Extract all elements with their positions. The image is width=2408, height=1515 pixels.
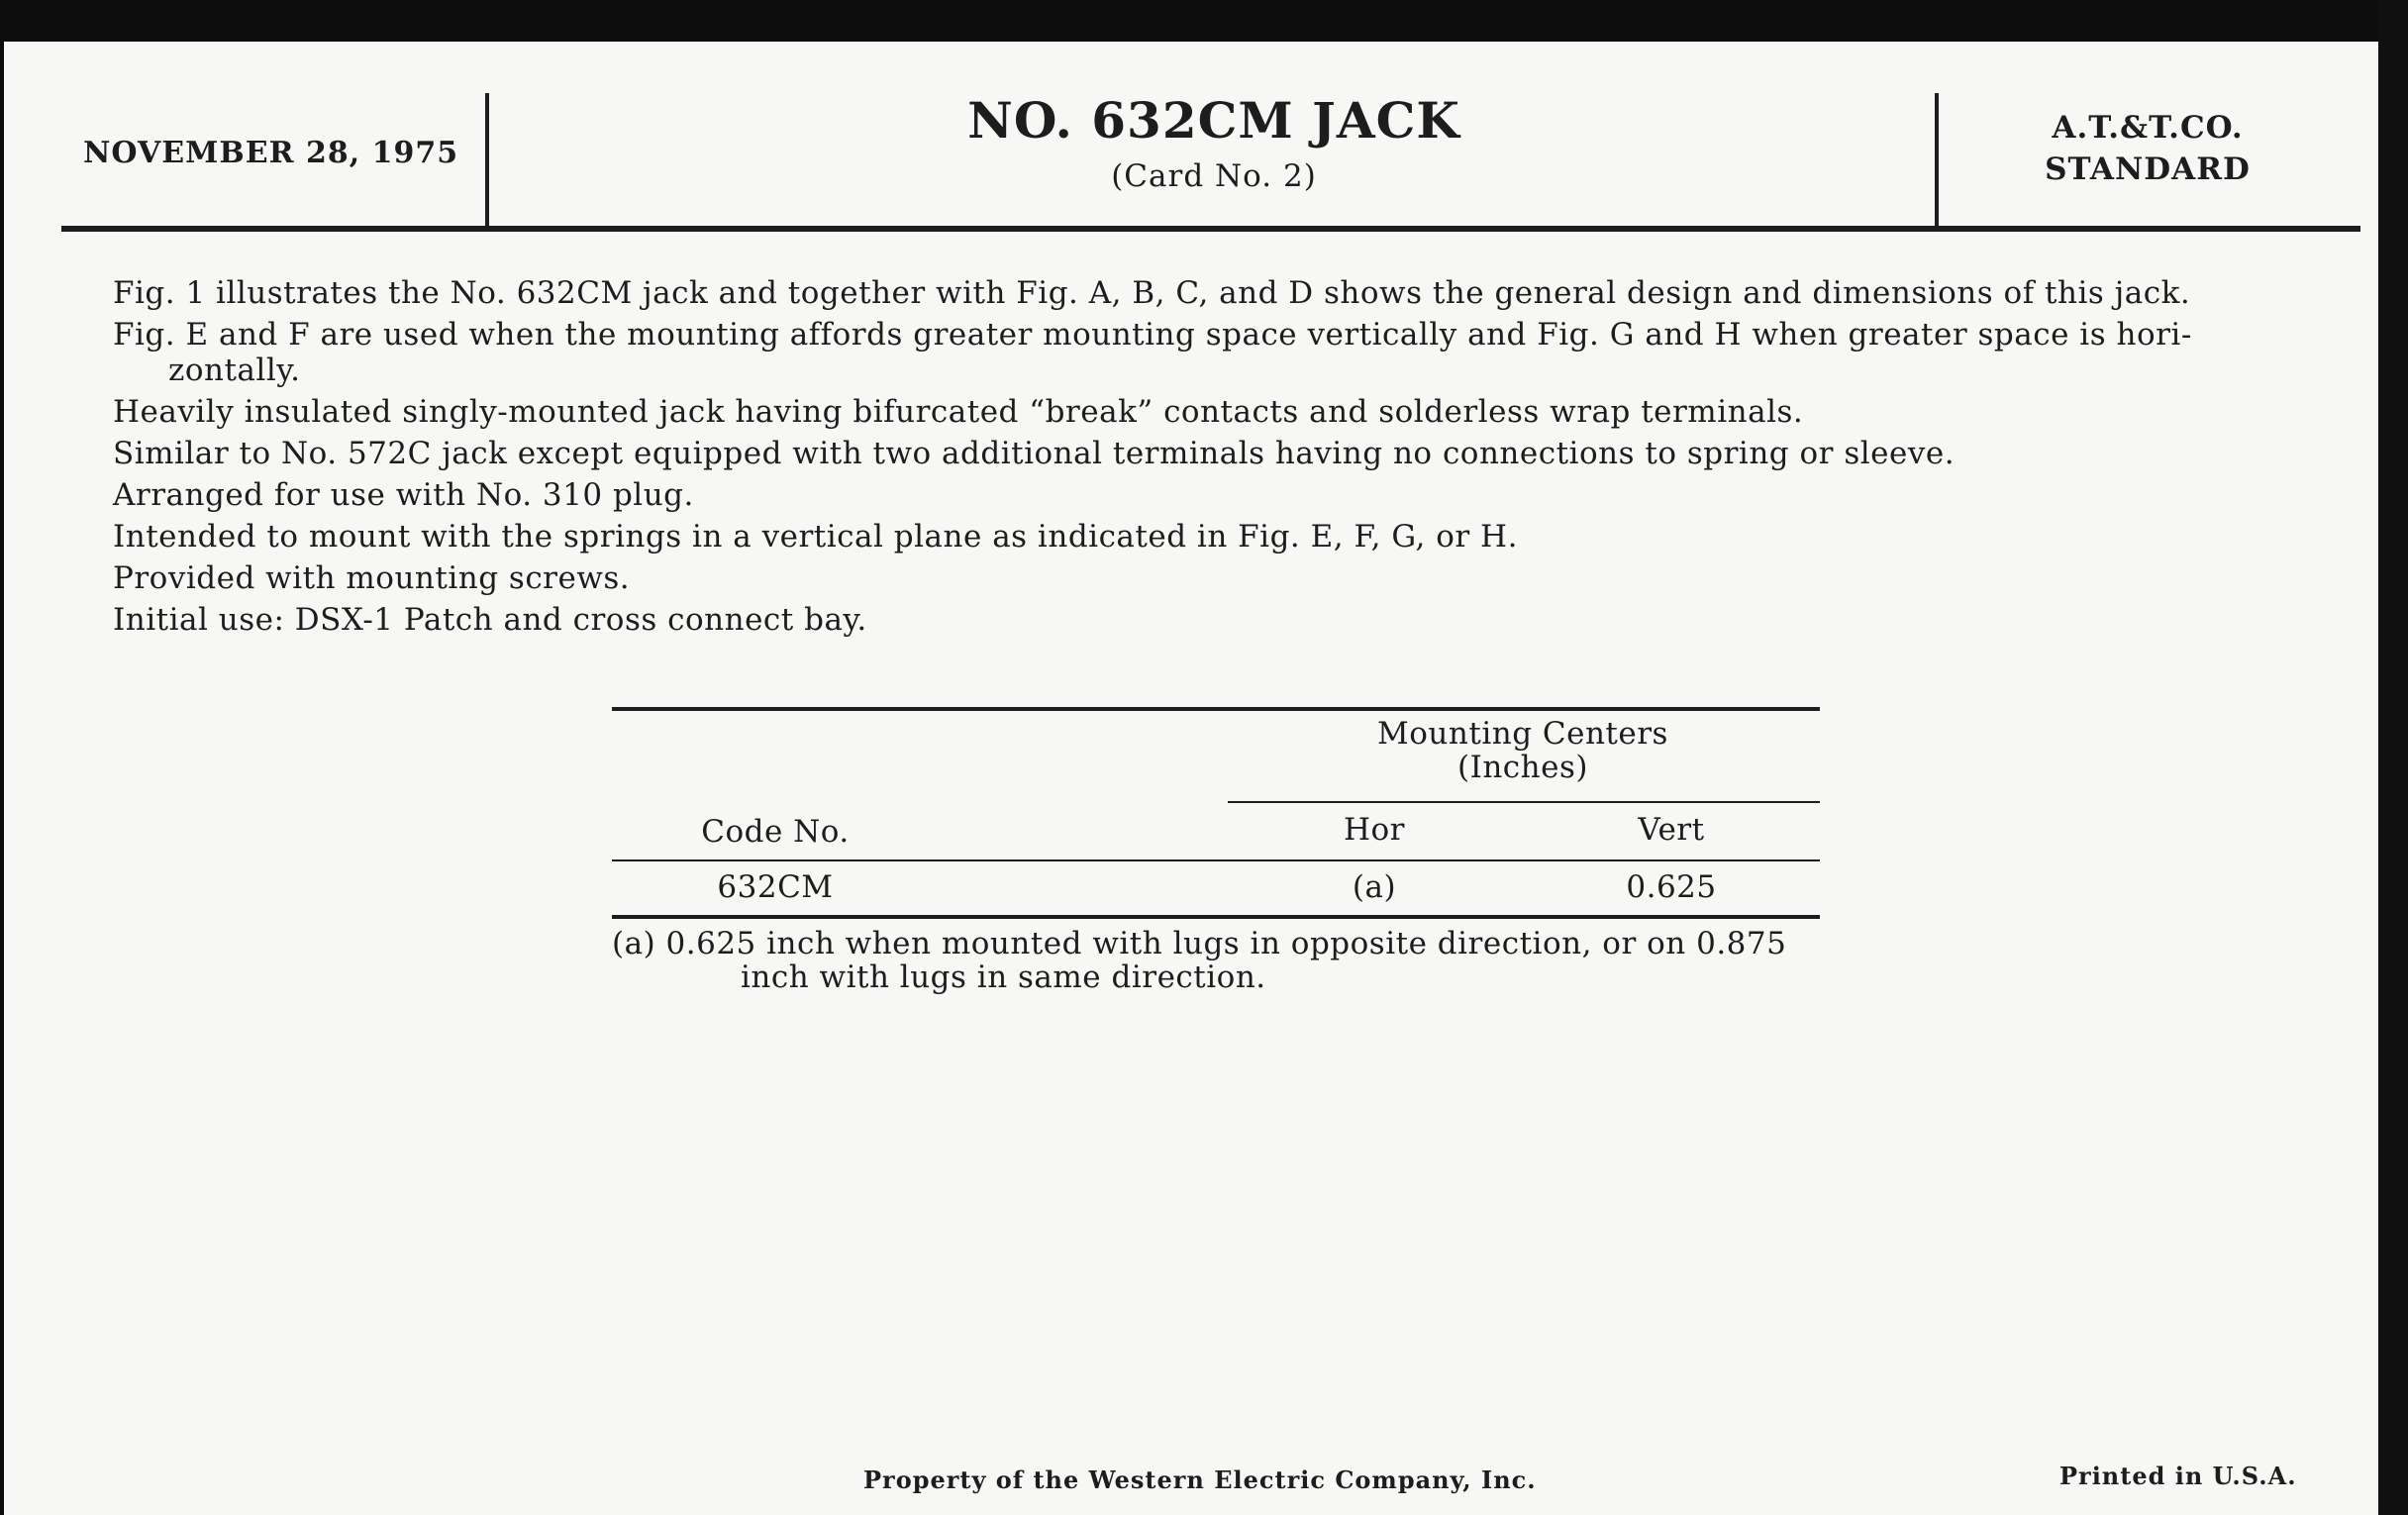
footnote-line-1: (a) 0.625 inch when mounted with lugs in opposite direction, or on 0.875 — [612, 926, 1787, 961]
group-header-rule — [1228, 801, 1820, 803]
table-cell-hor: (a) — [1352, 869, 1397, 905]
paragraph-mounting: Intended to mount with the springs in a vertical plane as indicated in Fig. E, F, G, or H. — [113, 519, 1518, 555]
column-header-code: Code No. — [701, 814, 850, 850]
paragraph-similar: Similar to No. 572C jack except equipped with two additional terminals having no connections to spring or sleeve. — [113, 436, 1956, 471]
column-header-rule — [612, 859, 1820, 861]
table-top-rule — [612, 707, 1820, 711]
property-notice: Property of the Western Electric Company, Inc. — [863, 1465, 1537, 1494]
document-card — [4, 42, 2378, 1515]
table-cell-code: 632CM — [717, 869, 834, 905]
description-text — [113, 275, 2321, 644]
column-header-vert: Vert — [1638, 812, 1705, 848]
document-title: NO. 632CM JACK — [967, 91, 1460, 150]
header-divider-right — [1935, 93, 1939, 228]
header-divider-left — [485, 93, 489, 228]
printed-notice: Printed in U.S.A. — [2059, 1462, 2297, 1490]
paragraph-fig-e-f-continued: zontally. — [168, 353, 301, 388]
table-bottom-rule — [612, 915, 1820, 919]
paragraph-screws: Provided with mounting screws. — [113, 560, 631, 596]
table-footnote — [612, 927, 1820, 994]
standard-line-2: STANDARD — [2045, 152, 2251, 187]
standard-line-1: A.T.&T.CO. — [2052, 110, 2244, 146]
header-rule — [61, 226, 2360, 232]
group-header-line-1: Mounting Centers — [1377, 716, 1668, 752]
column-header-hor: Hor — [1343, 812, 1406, 848]
footnote-line-2: inch with lugs in same direction. — [741, 960, 1266, 995]
paragraph-initial-use: Initial use: DSX-1 Patch and cross connect bay. — [113, 602, 867, 638]
paragraph-insulation: Heavily insulated singly-mounted jack having bifurcated “break” contacts and solderless wrap terminals. — [113, 394, 1804, 430]
document-date: NOVEMBER 28, 1975 — [83, 136, 459, 170]
paragraph-plug: Arranged for use with No. 310 plug. — [113, 477, 694, 513]
table-cell-vert: 0.625 — [1626, 869, 1717, 905]
group-header — [1226, 717, 1820, 784]
scan-edge — [2378, 0, 2408, 1515]
document-subtitle: (Card No. 2) — [1111, 158, 1317, 194]
paragraph-fig-e-f: Fig. E and F are used when the mounting affords greater mounting space vertically and Fig. G and H when greater space is hori- — [113, 317, 2192, 353]
group-header-line-2: (Inches) — [1457, 750, 1588, 785]
standard-label — [1955, 107, 2341, 190]
paragraph-fig-1: Fig. 1 illustrates the No. 632CM jack and together with Fig. A, B, C, and D shows the general design and dimensions of this jack. — [113, 275, 2191, 311]
